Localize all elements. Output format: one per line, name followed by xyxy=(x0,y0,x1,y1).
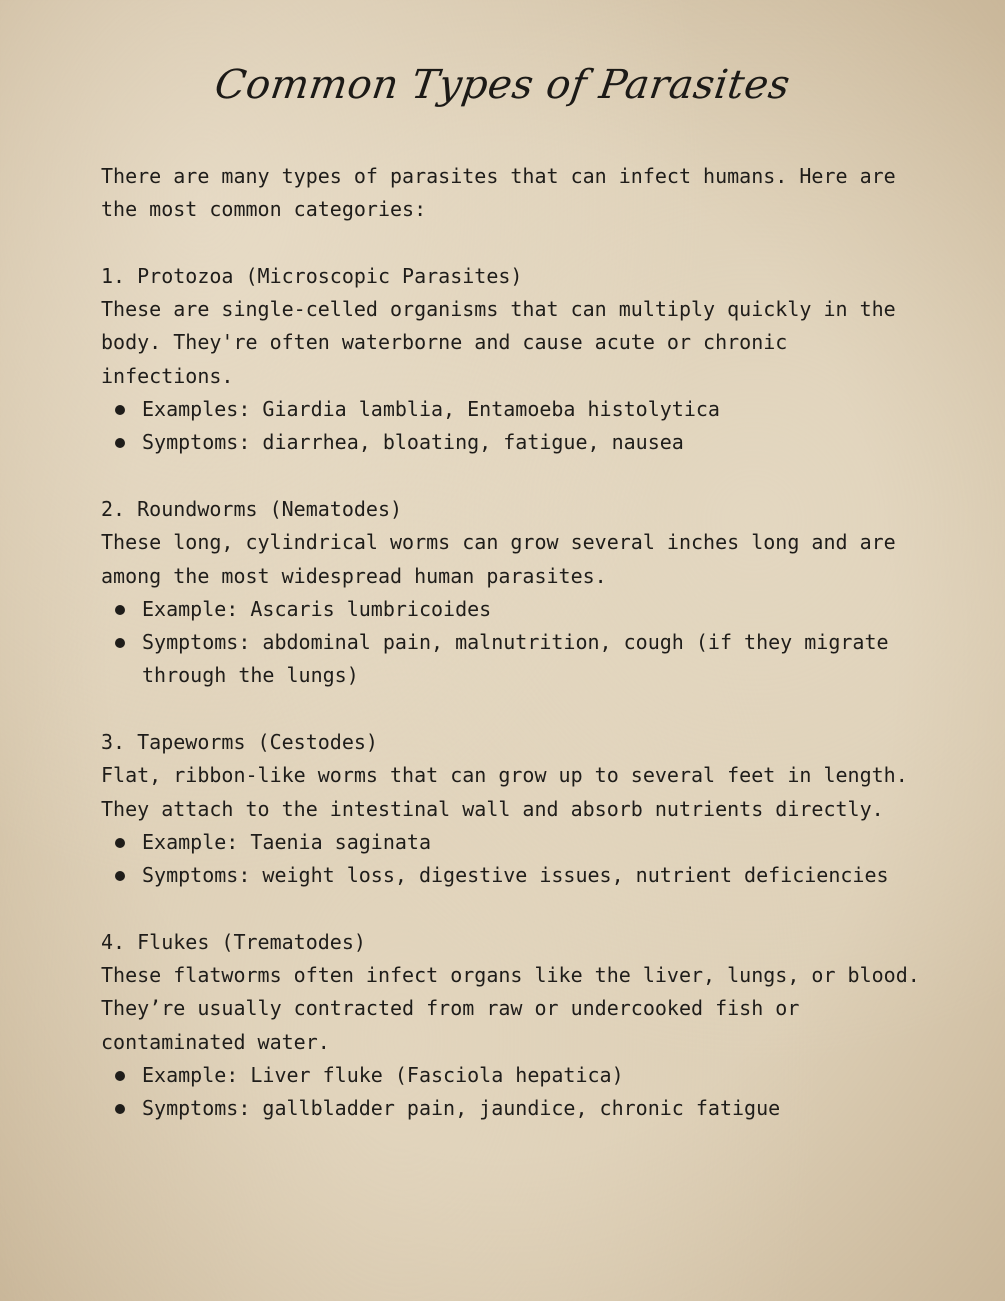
bullet-icon xyxy=(115,438,125,448)
document-body xyxy=(101,160,921,1126)
section-description: Flat, ribbon-like worms that can grow up to several feet in length. They attach to the intestinal wall and absorb nutrients directly. xyxy=(101,763,908,821)
list-item-text: Example: Ascaris lumbricoides xyxy=(142,596,492,621)
list-item xyxy=(101,1059,921,1092)
list-item-text: Symptoms: abdominal pain, malnutrition, cough (if they migrate through the lungs) xyxy=(142,630,889,688)
section-heading: 2. Roundworms (Nematodes) xyxy=(101,496,403,521)
list-item-text: Symptoms: weight loss, digestive issues, nutrient deficiencies xyxy=(142,863,889,888)
bullet-icon xyxy=(115,405,125,415)
section-flukes xyxy=(101,926,921,1126)
section-heading: 1. Protozoa (Microscopic Parasites) xyxy=(101,263,523,288)
bullet-icon xyxy=(115,838,125,848)
bullet-icon xyxy=(115,638,125,648)
list-item xyxy=(101,593,921,626)
list-item-text: Symptoms: gallbladder pain, jaundice, chronic fatigue xyxy=(142,1096,781,1121)
bullet-list xyxy=(101,826,921,893)
section-protozoa xyxy=(101,260,921,460)
list-item xyxy=(101,393,921,426)
list-item xyxy=(101,626,921,693)
page-title: Common Types of Parasites xyxy=(212,62,793,108)
list-item-text: Example: Taenia saginata xyxy=(142,829,431,854)
bullet-list xyxy=(101,593,921,693)
bullet-icon xyxy=(115,1104,125,1114)
list-item xyxy=(101,826,921,859)
bullet-list xyxy=(101,1059,921,1126)
section-description: These flatworms often infect organs like the liver, lungs, or blood. They’re usually contracted from raw or undercooked fish or contaminated water. xyxy=(101,963,920,1054)
list-item xyxy=(101,1092,921,1125)
section-description: These long, cylindrical worms can grow several inches long and are among the most widespread human parasites. xyxy=(101,530,896,588)
list-item-text: Symptoms: diarrhea, bloating, fatigue, nausea xyxy=(142,430,684,455)
bullet-list xyxy=(101,393,921,460)
section-heading: 4. Flukes (Trematodes) xyxy=(101,929,366,954)
list-item-text: Examples: Giardia lamblia, Entamoeba histolytica xyxy=(142,397,720,422)
bullet-icon xyxy=(115,605,125,615)
bullet-icon xyxy=(115,1071,125,1081)
section-heading: 3. Tapeworms (Cestodes) xyxy=(101,730,378,755)
list-item-text: Example: Liver fluke (Fasciola hepatica) xyxy=(142,1063,624,1088)
section-description: These are single-celled organisms that can multiply quickly in the body. They're often waterborne and cause acute or chronic infections. xyxy=(101,297,896,388)
intro-paragraph: There are many types of parasites that can infect humans. Here are the most common categories: xyxy=(101,164,896,222)
section-roundworms xyxy=(101,493,921,693)
list-item xyxy=(101,859,921,892)
bullet-icon xyxy=(115,871,125,881)
list-item xyxy=(101,426,921,459)
section-tapeworms xyxy=(101,726,921,892)
